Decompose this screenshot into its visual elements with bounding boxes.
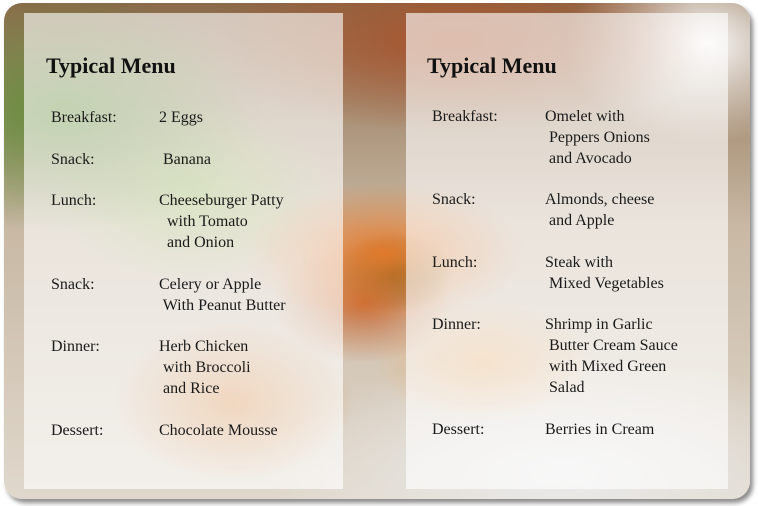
food-line: Celery or Apple xyxy=(159,276,262,293)
food-description xyxy=(159,336,251,399)
meal-label: Breakfast: xyxy=(432,108,498,125)
left-menu-panel xyxy=(24,13,343,489)
food-description xyxy=(545,314,678,398)
food-description xyxy=(159,420,278,441)
food-line: 2 Eggs xyxy=(159,109,203,126)
food-line: and Apple xyxy=(545,212,615,229)
food-description xyxy=(159,274,286,316)
food-line: Almonds, cheese xyxy=(545,191,655,208)
food-line: with Mixed Green xyxy=(545,358,667,375)
meal-label: Snack: xyxy=(51,151,95,168)
food-line: with Broccoli xyxy=(159,359,251,376)
food-line: Berries in Cream xyxy=(545,421,655,438)
food-line: Shrimp in Garlic xyxy=(545,316,653,333)
food-line: Steak with xyxy=(545,254,613,271)
meal-label: Lunch: xyxy=(51,192,97,209)
food-line: Peppers Onions xyxy=(545,129,650,146)
food-description xyxy=(545,106,650,169)
food-description xyxy=(159,149,211,170)
food-line: Omelet with xyxy=(545,108,625,125)
food-line: and Onion xyxy=(159,234,235,251)
food-line: Butter Cream Sauce xyxy=(545,337,678,354)
food-description xyxy=(159,107,203,128)
right-menu-panel xyxy=(406,13,728,489)
meal-label: Dinner: xyxy=(432,316,481,333)
menu-card xyxy=(4,3,750,499)
food-line: and Rice xyxy=(159,380,220,397)
food-description xyxy=(159,190,284,253)
meal-label: Lunch: xyxy=(432,254,478,271)
food-description xyxy=(545,419,654,440)
meal-label: Snack: xyxy=(432,191,476,208)
meal-label: Dinner: xyxy=(51,338,100,355)
food-line: With Peanut Butter xyxy=(159,297,286,314)
food-line: Salad xyxy=(545,379,585,396)
food-line: with Tomato xyxy=(159,213,248,230)
meal-label: Dessert: xyxy=(51,422,104,439)
meal-label: Dessert: xyxy=(432,421,485,438)
food-line: and Avocado xyxy=(545,150,632,167)
food-line: Cheeseburger Patty xyxy=(159,192,284,209)
food-line: Banana xyxy=(159,151,211,168)
food-description xyxy=(545,189,654,231)
meal-label: Breakfast: xyxy=(51,109,117,126)
right-menu-title: Typical Menu xyxy=(427,53,557,78)
food-description xyxy=(545,252,664,294)
food-line: Herb Chicken xyxy=(159,338,249,355)
food-line: Mixed Vegetables xyxy=(545,275,664,292)
meal-label: Snack: xyxy=(51,276,95,293)
left-menu-title: Typical Menu xyxy=(46,53,176,78)
food-line: Chocolate Mousse xyxy=(159,422,278,439)
